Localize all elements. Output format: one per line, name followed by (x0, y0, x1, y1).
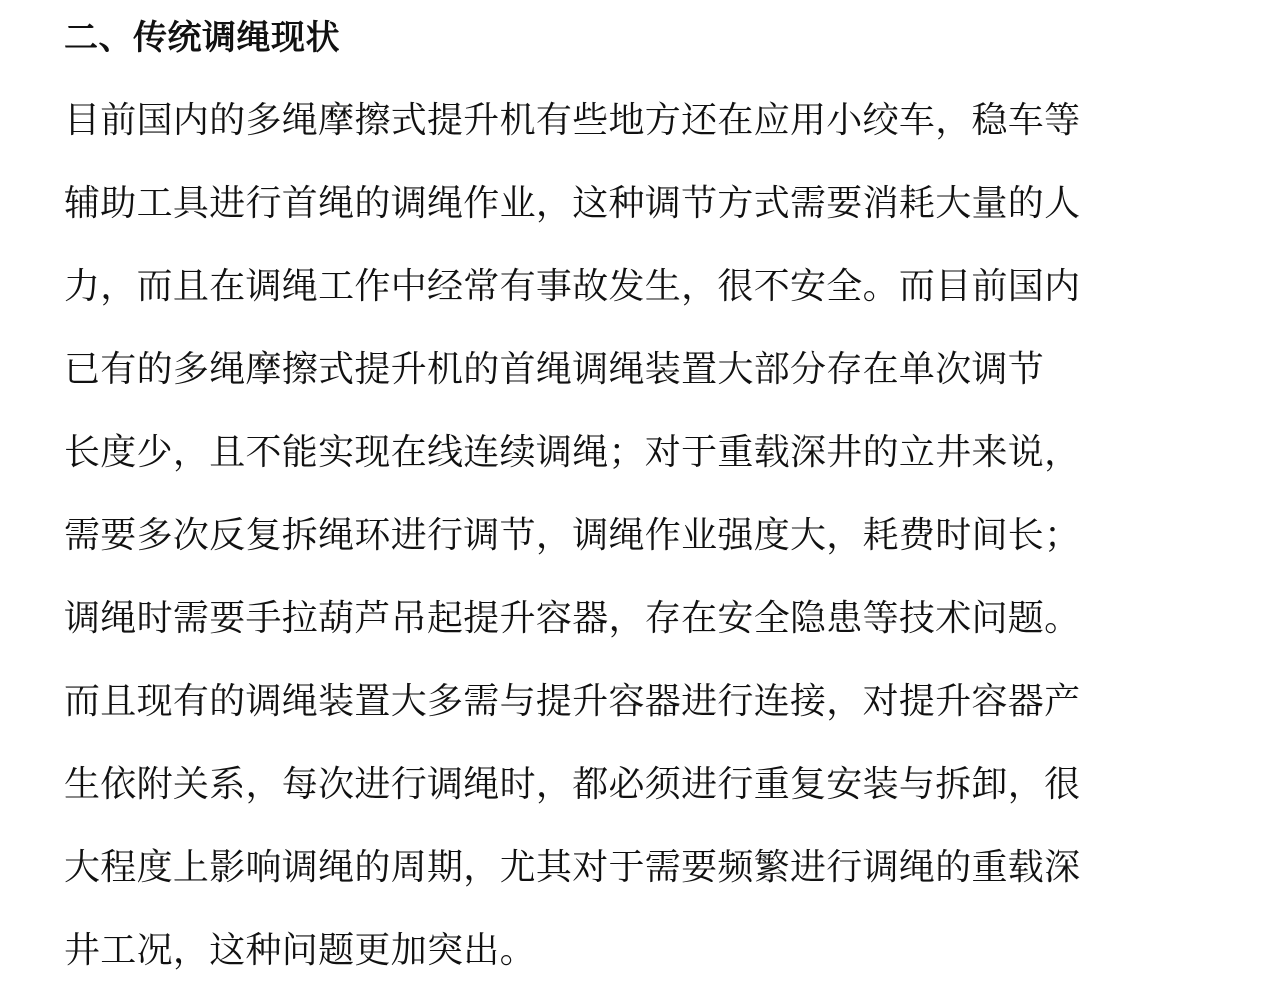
paragraph-line: 力，而且在调绳工作中经常有事故发生，很不安全。而目前国内 (64, 266, 1081, 307)
paragraph-line: 目前国内的多绳摩擦式提升机有些地方还在应用小绞车，稳车等 (64, 100, 1081, 141)
section-heading: 二、传统调绳现状 (64, 18, 340, 58)
paragraph-line: 需要多次反复拆绳环进行调节，调绳作业强度大，耗费时间长； (64, 515, 1081, 556)
paragraph-line: 辅助工具进行首绳的调绳作业，这种调节方式需要消耗大量的人 (64, 183, 1081, 224)
paragraph-line: 调绳时需要手拉葫芦吊起提升容器，存在安全隐患等技术问题。 (64, 598, 1081, 639)
paragraph-line: 井工况，这种问题更加突出。 (64, 930, 536, 971)
paragraph-line: 已有的多绳摩擦式提升机的首绳调绳装置大部分存在单次调节 (64, 349, 1045, 390)
paragraph-line: 大程度上影响调绳的周期，尤其对于需要频繁进行调绳的重载深 (64, 847, 1081, 888)
paragraph-line: 而且现有的调绳装置大多需与提升容器进行连接，对提升容器产 (64, 681, 1081, 722)
paragraph-line: 生依附关系，每次进行调绳时，都必须进行重复安装与拆卸，很 (64, 764, 1081, 805)
paragraph-line: 长度少，且不能实现在线连续调绳；对于重载深井的立井来说， (64, 432, 1081, 473)
